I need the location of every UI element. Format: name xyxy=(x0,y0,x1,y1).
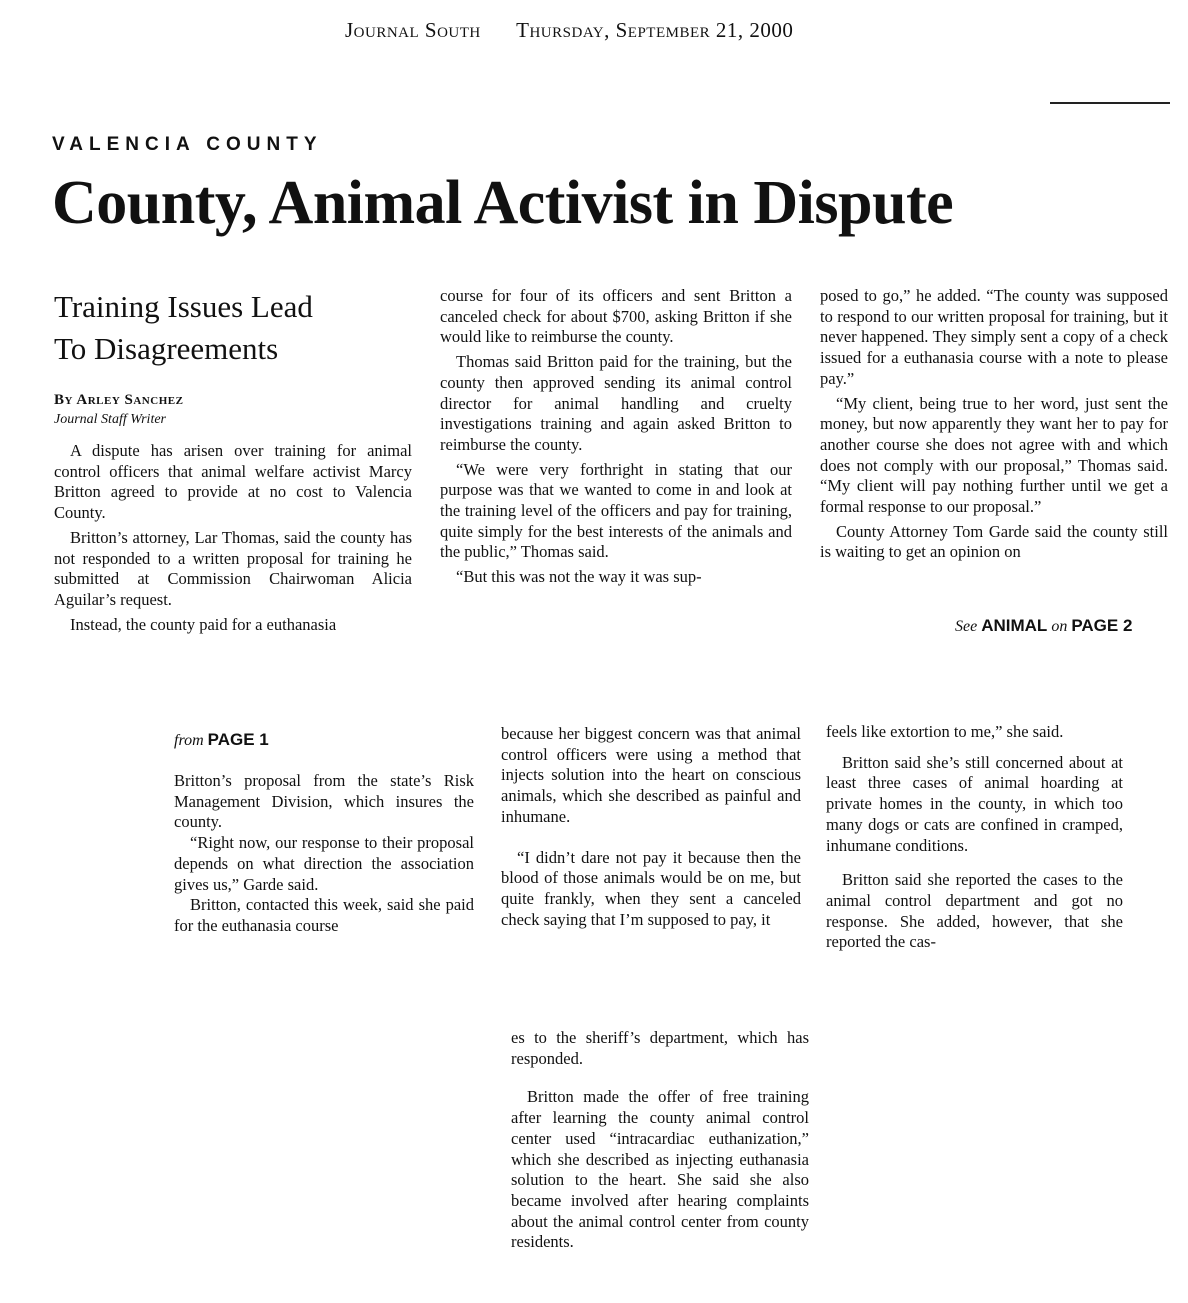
paragraph: posed to go,” he added. “The county was supposed to respond to our written proposal for training, but it never happened. They simply sent a copy of a check issued for a euthanasia course with a note to please pay.” xyxy=(820,286,1168,388)
paragraph: County Attorney Tom Garde said the county still is waiting to get an opinion on xyxy=(820,521,1168,562)
from-word: from xyxy=(174,732,204,749)
jump-page: PAGE 2 xyxy=(1071,616,1133,635)
paragraph: Britton, contacted this week, said she paid for the euthanasia course xyxy=(174,895,474,935)
jump-line xyxy=(955,616,1132,636)
jump-on: on xyxy=(1051,618,1068,635)
jump-word: ANIMAL xyxy=(981,616,1048,635)
paper-name: Journal South xyxy=(345,18,481,42)
paragraph: es to the sheriff’s department, which has responded. xyxy=(511,1028,809,1068)
paragraph: “Right now, our response to their proposal depends on what direction the association gives us,” Garde said. xyxy=(174,833,474,894)
p1-column-2 xyxy=(440,286,792,592)
paragraph: Thomas said Britton paid for the training, but the county then approved sending its animal control director for animal handling and cruelty investigations training and again asked Britton to reimburse the county. xyxy=(440,352,792,454)
p1-column-3 xyxy=(820,286,1168,567)
from-page: PAGE 1 xyxy=(207,730,269,749)
paragraph: “My client, being true to her word, just sent the money, but now apparently they want her to pay for another course she does not agree with and which does not comply with our proposal,” Thomas said. “My client will pay nothing further until we get a formal response to our proposal.” xyxy=(820,393,1168,517)
p1-column-1 xyxy=(54,441,412,635)
byline-role: Journal Staff Writer xyxy=(54,412,166,427)
paragraph: A dispute has arisen over training for animal control officers that animal welfare activist Marcy Britton agreed to provide at no cost to Valencia County. xyxy=(54,441,412,523)
paragraph: “I didn’t dare not pay it because then the blood of those animals would be on me, but quite frankly, when they sent a canceled check saying that I’m supposed to pay, it xyxy=(501,847,801,929)
p2-column-3 xyxy=(826,722,1123,967)
paragraph: Instead, the county paid for a euthanasia xyxy=(70,614,337,634)
p2-column-1 xyxy=(174,771,474,937)
paragraph: Britton’s proposal from the state’s Risk Management Division, which insures the county. xyxy=(174,771,474,832)
paragraph: course for four of its officers and sent Britton a canceled check for about $700, asking Britton if she would like to reimburse the county. xyxy=(440,286,792,347)
masthead xyxy=(345,18,823,43)
p2-column-2 xyxy=(501,724,801,944)
headline: County, Animal Activist in Dispute xyxy=(52,169,954,237)
paragraph: Britton’s attorney, Lar Thomas, said the county has not responded to a written proposal for training he submitted at Commission Chairwoman Alicia Aguilar’s request. xyxy=(54,527,412,609)
paragraph: “But this was not the way it was sup- xyxy=(456,567,702,587)
subhead-line-2: To Disagreements xyxy=(54,331,279,366)
subhead xyxy=(54,286,394,370)
byline: By Arley Sanchez xyxy=(54,392,184,408)
paragraph: because her biggest concern was that animal control officers were using a method that injects solution into the heart on conscious animals, which she described as painful and inhumane. xyxy=(501,724,801,826)
paragraph: Britton said she’s still concerned about at least three cases of animal hoarding at private homes in the county, in which too many dogs or cats are confined in cramped, inhumane conditions. xyxy=(826,752,1123,855)
paragraph: “We were very forthright in stating that our purpose was that we wanted to come in and look at the training level of the officers and pay for training, quite simply for the best interests of the animals and the public,” Thomas said. xyxy=(440,459,792,562)
section-label: VALENCIA COUNTY xyxy=(52,134,323,155)
paragraph: feels like extortion to me,” she said. xyxy=(826,722,1064,741)
divider-rule xyxy=(1050,102,1170,104)
paragraph: Britton made the offer of free training after learning the county animal control center used “intracardiac euthanization,” which she described as injecting euthanasia solution to the heart. She said she also became involved after hearing complaints about the animal control center from county residents. xyxy=(511,1087,809,1252)
p2-column-4 xyxy=(511,1028,809,1267)
jump-see: See xyxy=(955,618,978,635)
paragraph: Britton said she reported the cases to the animal control department and got no response. She added, however, that she reported the cas- xyxy=(826,870,1123,952)
issue-date: Thursday, September 21, 2000 xyxy=(516,18,794,42)
continued-from xyxy=(174,730,269,750)
subhead-line-1: Training Issues Lead xyxy=(54,289,313,324)
